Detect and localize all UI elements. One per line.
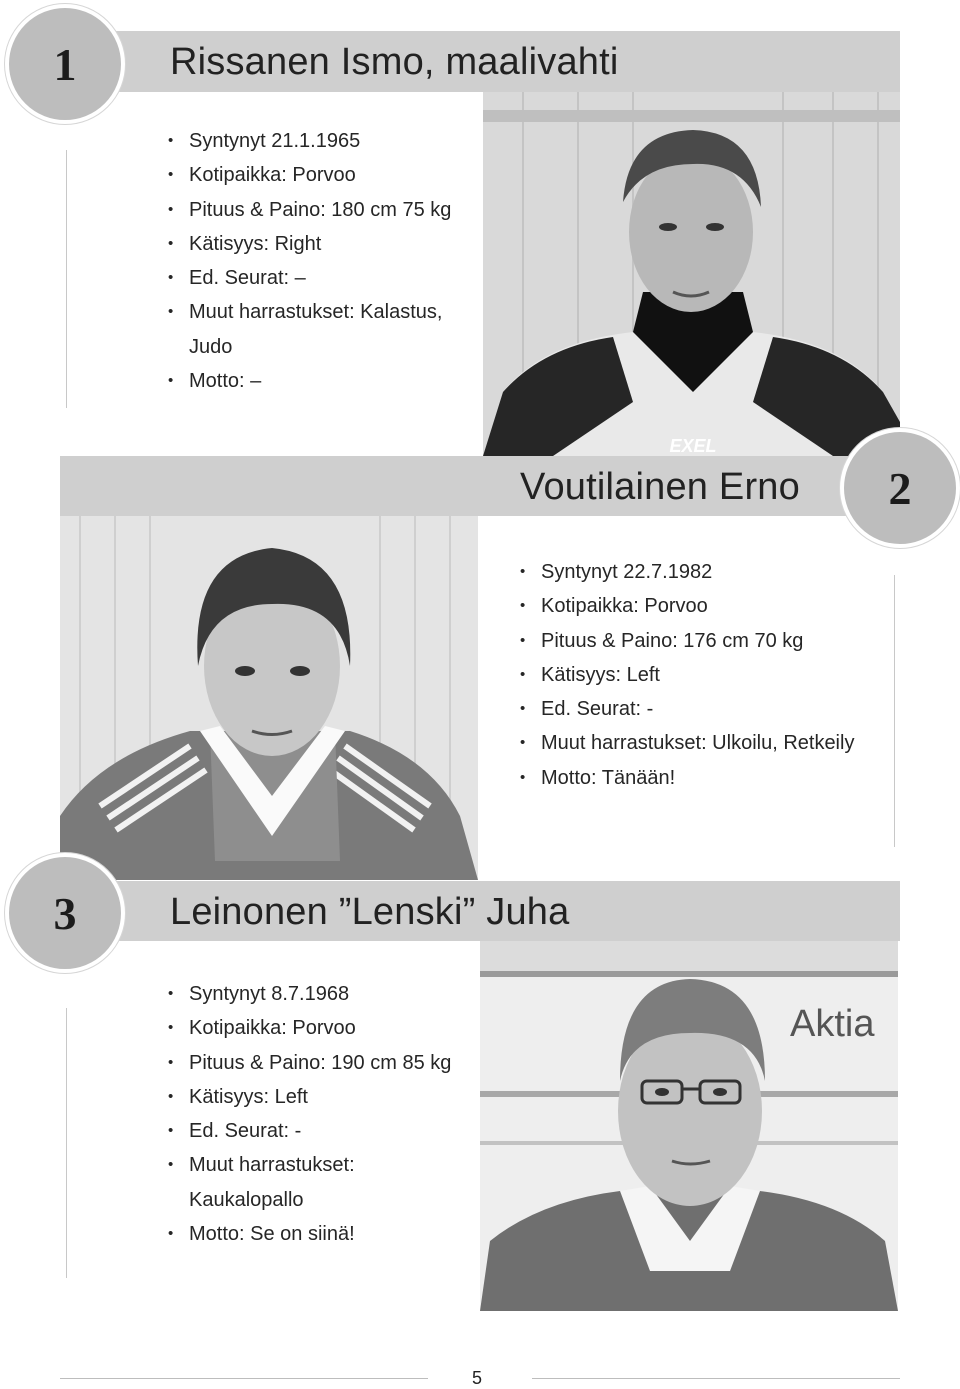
jersey-logo: EXEL — [669, 436, 717, 456]
player-photo — [60, 516, 478, 880]
player-number: 3 — [53, 887, 77, 939]
fact-motto: • Motto: Se on siinä! — [166, 1217, 466, 1251]
sign-text: Aktia — [790, 1003, 875, 1045]
fact-height-weight: • Pituus & Paino: 176 cm 70 kg — [518, 624, 878, 658]
player-number: 1 — [53, 38, 77, 90]
fact-handedness: • Kätisyys: Left — [166, 1080, 466, 1114]
footer-rule-right — [532, 1378, 900, 1379]
player-facts — [166, 124, 456, 398]
fact-previous-clubs: • Ed. Seurat: – — [166, 261, 456, 295]
fact-handedness: • Kätisyys: Left — [518, 658, 878, 692]
player-number-badge — [5, 853, 125, 973]
fact-hobbies: • Muut harrastukset: Kalastus, Judo — [166, 295, 456, 364]
fact-born: • Syntynyt 22.7.1982 — [518, 555, 878, 589]
player-name: Voutilainen Erno — [520, 466, 800, 508]
page-number: 5 — [472, 1368, 483, 1388]
fact-hobbies: • Muut harrastukset: Kaukalopallo — [166, 1148, 466, 1217]
fact-hometown: • Kotipaikka: Porvoo — [166, 158, 456, 192]
fact-born: • Syntynyt 8.7.1968 — [166, 977, 466, 1011]
player-number-badge — [840, 428, 960, 548]
player-name: Rissanen Ismo, maalivahti — [170, 41, 619, 83]
player-number-badge — [5, 4, 125, 124]
footer-rule-left — [60, 1378, 428, 1379]
fact-previous-clubs: • Ed. Seurat: - — [166, 1114, 466, 1148]
divider-line — [66, 150, 67, 408]
divider-line — [894, 575, 895, 847]
divider-line — [66, 1008, 67, 1278]
fact-height-weight: • Pituus & Paino: 190 cm 85 kg — [166, 1046, 466, 1080]
fact-born: • Syntynyt 21.1.1965 — [166, 124, 456, 158]
fact-height-weight: • Pituus & Paino: 180 cm 75 kg — [166, 193, 456, 227]
player-photo — [480, 941, 898, 1311]
fact-hometown: • Kotipaikka: Porvoo — [518, 589, 878, 623]
player-name: Leinonen ”Lenski” Juha — [170, 891, 570, 933]
fact-motto: • Motto: – — [166, 364, 456, 398]
fact-hometown: • Kotipaikka: Porvoo — [166, 1011, 466, 1045]
fact-motto: • Motto: Tänään! — [518, 761, 878, 795]
player-number: 2 — [888, 462, 912, 514]
player-facts — [166, 977, 466, 1251]
fact-handedness: • Kätisyys: Right — [166, 227, 456, 261]
player-photo — [483, 92, 900, 456]
fact-previous-clubs: • Ed. Seurat: - — [518, 692, 878, 726]
player-facts — [518, 555, 878, 795]
fact-hobbies: • Muut harrastukset: Ulkoilu, Retkeily — [518, 726, 878, 760]
